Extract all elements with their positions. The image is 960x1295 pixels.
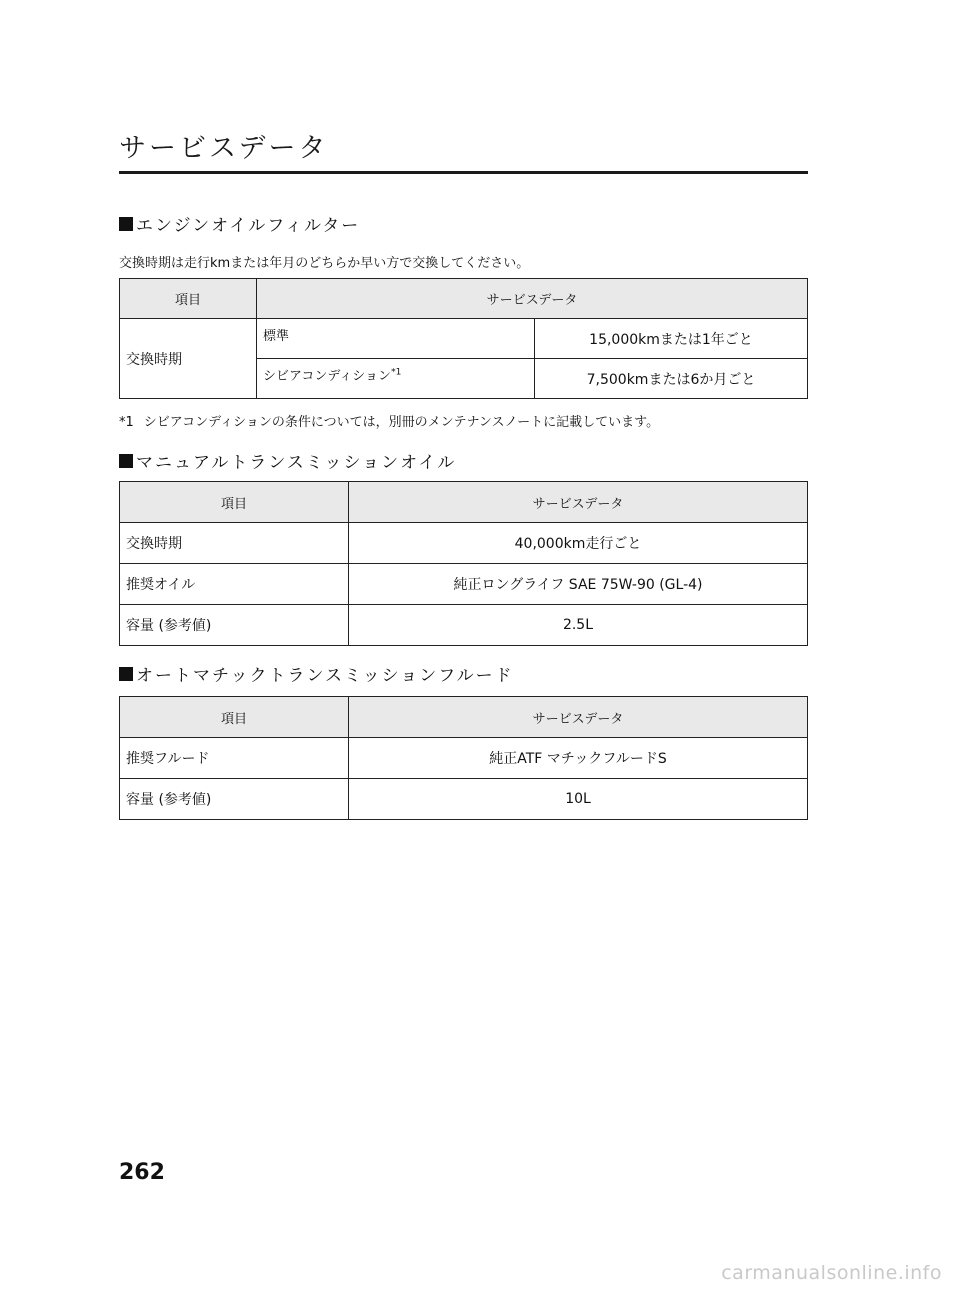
- engine-oil-filter-intro: 交換時期は走行kmまたは年月のどちらか早い方で交換してください。: [119, 256, 530, 271]
- header-service-data: サービスデータ: [257, 279, 808, 319]
- row-value: 2.5L: [349, 605, 808, 646]
- table-header-row: [120, 279, 808, 319]
- table-row: [120, 605, 808, 646]
- engine-oil-filter-table: [119, 278, 808, 399]
- severe-label-text: シビアコンディション: [263, 369, 392, 384]
- footnote-ref: *1: [391, 367, 402, 378]
- page-title: サービスデータ: [119, 133, 329, 164]
- footnote-text: シビアコンディションの条件については，別冊のメンテナンスノートに記載しています。: [143, 415, 660, 430]
- row-value: 純正ATF マチックフルードS: [349, 738, 808, 779]
- header-service-data: サービスデータ: [349, 482, 808, 523]
- automatic-transmission-fluid-table: [119, 696, 808, 820]
- table-row: [120, 738, 808, 779]
- footnote-mark: *1: [119, 415, 134, 430]
- row-label: 推奨オイル: [120, 564, 349, 605]
- section-heading-engine-oil-filter: [119, 211, 360, 236]
- row-value: 40,000km走行ごと: [349, 523, 808, 564]
- watermark: carmanualsonline.info: [721, 1262, 942, 1284]
- row-label-normal: 標準: [257, 319, 535, 359]
- row-value-normal: 15,000kmまたは1年ごと: [535, 319, 808, 359]
- section-heading-label: エンジンオイルフィルター: [136, 216, 361, 236]
- header-item: 項目: [120, 279, 257, 319]
- table-row: [120, 319, 808, 359]
- row-label-interval: 交換時期: [120, 319, 257, 399]
- table-header-row: [120, 482, 808, 523]
- row-value-severe: 7,500kmまたは6か月ごと: [535, 359, 808, 399]
- table-header-row: [120, 697, 808, 738]
- row-value: 10L: [349, 779, 808, 820]
- black-square-icon: [119, 454, 133, 468]
- title-divider: [119, 171, 808, 174]
- section-heading-automatic-transmission-fluid: [119, 661, 514, 686]
- section-heading-manual-transmission-oil: [119, 448, 456, 473]
- footnote: [119, 411, 659, 430]
- row-value: 純正ロングライフ SAE 75W-90 (GL-4): [349, 564, 808, 605]
- black-square-icon: [119, 217, 133, 231]
- table-row: [120, 523, 808, 564]
- section-heading-label: オートマチックトランスミッションフルード: [136, 666, 514, 686]
- row-label-severe: [257, 359, 535, 399]
- row-label: 容量 (参考値): [120, 605, 349, 646]
- header-item: 項目: [120, 697, 349, 738]
- table-row: [120, 564, 808, 605]
- page-number: 262: [119, 1160, 165, 1185]
- manual-transmission-oil-table: [119, 481, 808, 646]
- black-square-icon: [119, 667, 133, 681]
- section-heading-label: マニュアルトランスミッションオイル: [136, 453, 457, 473]
- header-item: 項目: [120, 482, 349, 523]
- row-label: 交換時期: [120, 523, 349, 564]
- row-label: 容量 (参考値): [120, 779, 349, 820]
- header-service-data: サービスデータ: [349, 697, 808, 738]
- table-row: [120, 779, 808, 820]
- row-label: 推奨フルード: [120, 738, 349, 779]
